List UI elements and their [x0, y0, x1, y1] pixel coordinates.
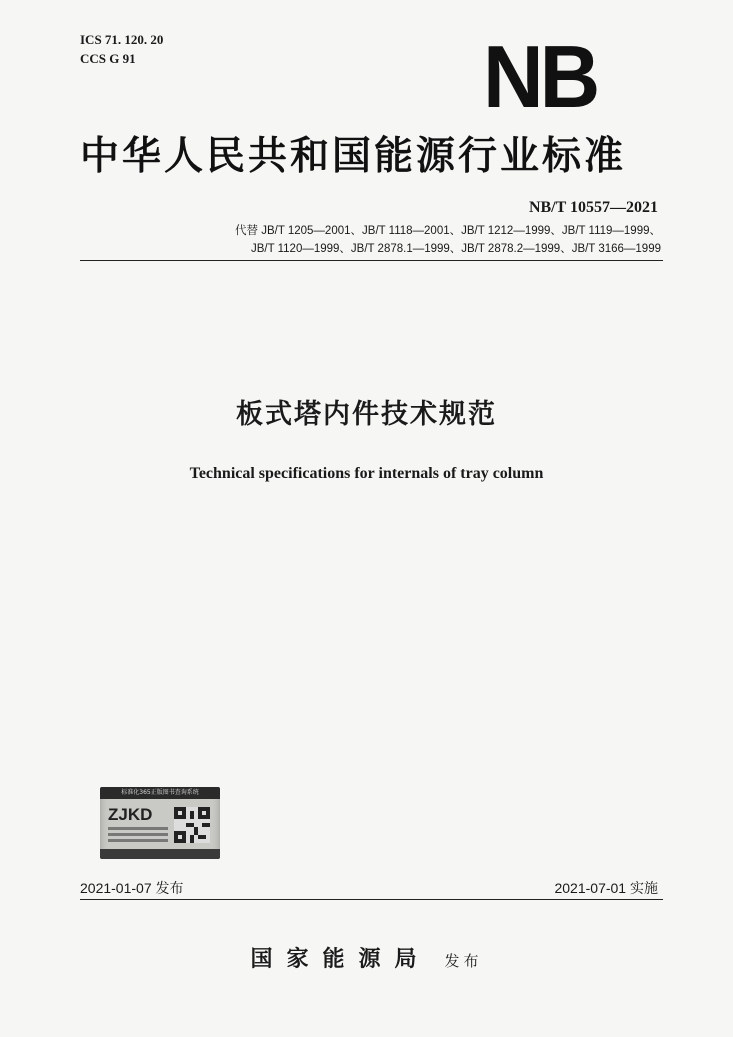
nb-logo	[483, 27, 641, 127]
top-divider	[80, 260, 663, 261]
qr-code-icon	[174, 807, 210, 843]
standard-number: NB/T 10557—2021	[528, 199, 658, 216]
stamp-brand: ZJKD	[108, 805, 153, 824]
replaced-standards-line-1: 代替 JB/T 1205—2001、JB/T 1118—2001、JB/T 1212—1999、JB/T 1119—1999、	[235, 225, 661, 237]
implementation-date: 2021-07-01 实施	[554, 880, 658, 896]
publisher-line	[0, 942, 733, 973]
publisher-name: 国家能源局	[250, 946, 431, 972]
stamp-fine-print	[108, 827, 168, 845]
issue-date: 2021-01-07 发布	[80, 880, 184, 896]
publisher-action: 发布	[444, 952, 483, 970]
stamp-banner: 标准化365正版图书查询系统	[100, 787, 220, 799]
document-title-english: Technical specifications for internals of tray column	[189, 465, 544, 482]
stamp-footer-strip	[100, 849, 220, 859]
anti-counterfeit-stamp	[100, 787, 220, 859]
replaced-standards	[235, 222, 661, 258]
bottom-divider	[80, 899, 663, 900]
industry-standard-title: 中华人民共和国能源行业标准	[80, 134, 627, 179]
replaced-standards-line-2: JB/T 1120—1999、JB/T 2878.1—1999、JB/T 2878.2—1999、JB/T 3166—1999	[250, 243, 661, 255]
ccs-code: CCS G 91	[80, 51, 136, 66]
ics-code: ICS 71. 120. 20	[80, 32, 164, 47]
classification-codes	[80, 30, 163, 68]
document-title-chinese: 板式塔内件技术规范	[236, 399, 497, 430]
nb-logo-text: NB	[483, 27, 597, 127]
